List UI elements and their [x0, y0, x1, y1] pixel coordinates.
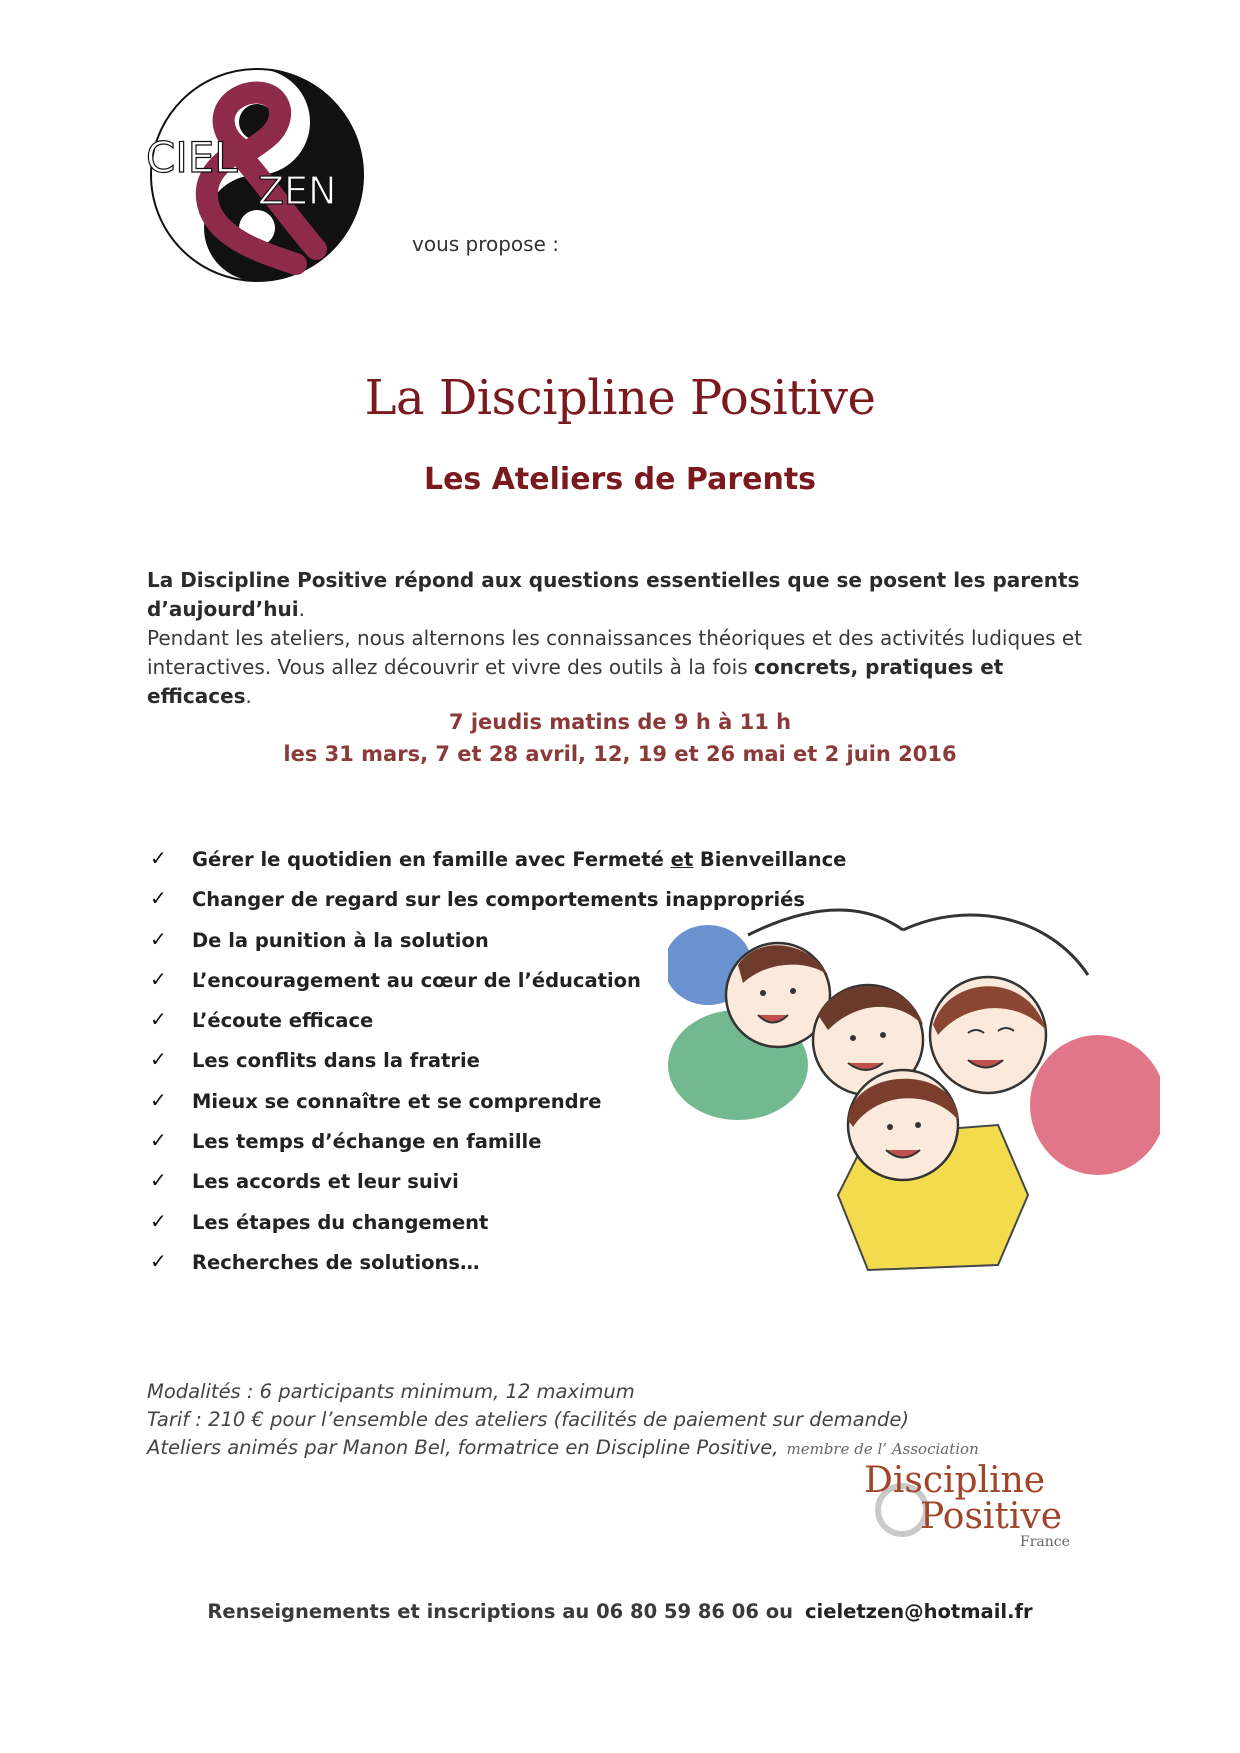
page-title: La Discipline Positive [364, 370, 876, 426]
logo-text-ciel: CIEL [146, 133, 238, 182]
topic-label: L’écoute efficace [192, 1009, 374, 1033]
topic-label: Mieux se connaître et se comprendre [192, 1089, 602, 1113]
topic-label: L’encouragement au cœur de l’éducation [192, 968, 641, 992]
checkmark-icon: ✓ [150, 1168, 167, 1193]
dp-logo-line-3: France [1020, 1534, 1070, 1550]
intro-line3-end: . [245, 684, 252, 708]
checkmark-icon: ✓ [150, 1047, 167, 1072]
checkmark-icon: ✓ [150, 1087, 167, 1112]
dp-logo-line-1: Discipline [864, 1460, 1046, 1501]
ciel-zen-logo [146, 64, 368, 286]
schedule [0, 706, 1240, 770]
checkmark-icon: ✓ [150, 1128, 167, 1153]
topic-label: De la punition à la solution [192, 928, 489, 952]
page-subtitle: Les Ateliers de Parents [423, 462, 817, 497]
topic-label: Les conflits dans la fratrie [192, 1049, 480, 1073]
modalites-block [147, 1378, 979, 1463]
intro-line3-start: interactives. Vous allez découvrir et vivre des outils à la fois [147, 655, 754, 679]
modalites-line-2: Tarif : 210 € pour l’ensemble des ateliers (facilités de paiement sur demande) [147, 1408, 909, 1431]
tagline: vous propose : [412, 232, 559, 256]
discipline-positive-logo [860, 1448, 1080, 1552]
intro-line3-bold: concrets, pratiques et efficaces [147, 655, 1004, 708]
schedule-line-2: les 31 mars, 7 et 28 avril, 12, 19 et 26 mai et 2 juin 2016 [283, 742, 957, 766]
topic-label: Changer de regard sur les comportements inappropriés [192, 888, 806, 912]
intro-paragraph [147, 566, 1107, 711]
checkmark-icon: ✓ [150, 926, 167, 951]
topic-label: Gérer le quotidien en famille avec Fermeté et Bienveillance [192, 848, 847, 871]
dp-logo-line-2: Positive [920, 1496, 1063, 1537]
topic-label: Les étapes du changement [192, 1210, 489, 1234]
modalites-line-3: Ateliers animés par Manon Bel, formatrice en Discipline Positive, [147, 1436, 779, 1459]
schedule-line-1: 7 jeudis matins de 9 h à 11 h [448, 710, 792, 734]
topic-label: Les temps d’échange en famille [192, 1130, 542, 1154]
checkmark-icon: ✓ [150, 1248, 167, 1273]
intro-line1-bold: La Discipline Positive répond aux questions essentielles que se posent les parents d’aujourd’hui [147, 568, 1080, 621]
intro-line2: Pendant les ateliers, nous alternons les connaissances théoriques et des activités ludiques et [147, 626, 1083, 650]
checkmark-icon: ✓ [150, 846, 167, 870]
family-illustration [668, 905, 1160, 1277]
checkmark-icon: ✓ [150, 966, 167, 991]
logo-text-zen: ZEN [258, 169, 337, 213]
intro-line1-end: . [298, 597, 305, 621]
topic-label: Les accords et leur suivi [192, 1170, 459, 1194]
checkmark-icon: ✓ [150, 886, 167, 911]
contact-line [0, 1600, 1240, 1623]
checkmark-icon: ✓ [150, 1208, 167, 1233]
contact-text: Renseignements et inscriptions au 06 80 59 86 06 ou [207, 1600, 793, 1623]
topic-label: Recherches de solutions… [192, 1250, 480, 1274]
topic-item [150, 848, 846, 888]
contact-email-link[interactable]: cieletzen@hotmail.fr [804, 1600, 1033, 1623]
modalites-line-1: Modalités : 6 participants minimum, 12 maximum [147, 1380, 635, 1403]
checkmark-icon: ✓ [150, 1007, 167, 1032]
member-label: membre de l’ Association [786, 1440, 979, 1458]
